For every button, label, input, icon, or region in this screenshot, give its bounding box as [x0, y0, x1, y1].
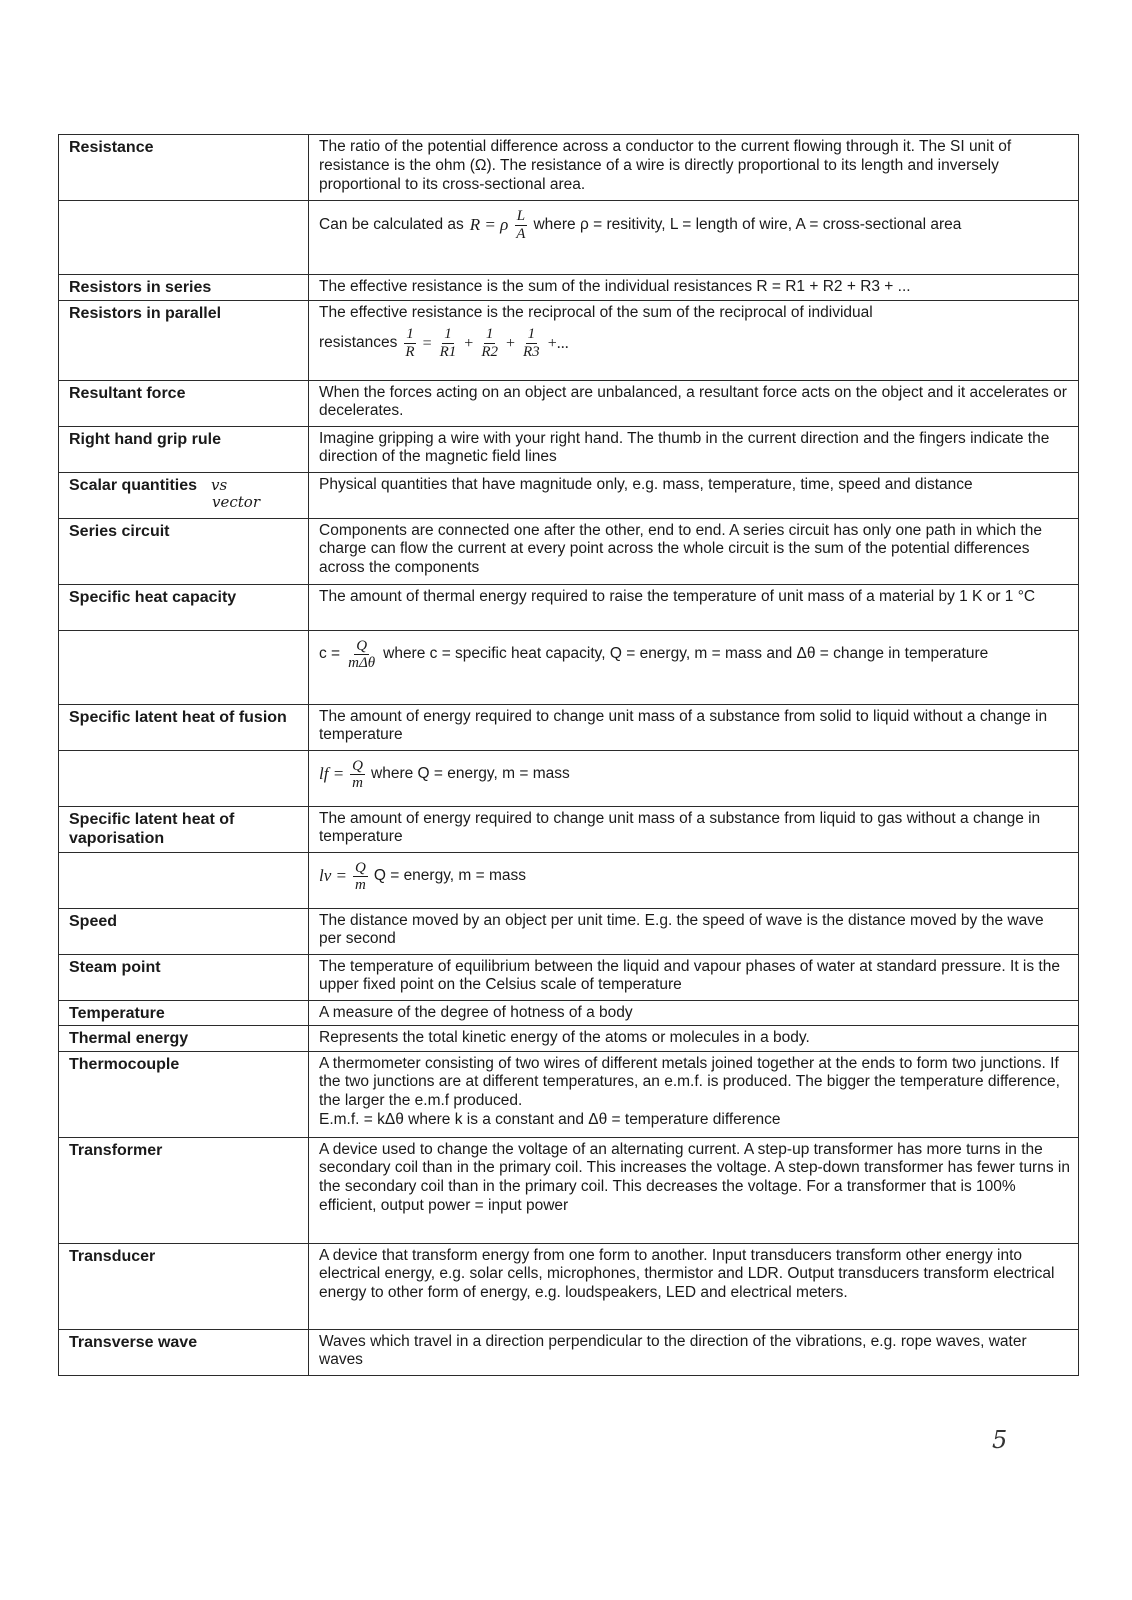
definition-speed: The distance moved by an object per unit time. E.g. the speed of wave is the distance moved by the wave per second	[309, 908, 1079, 954]
glossary-row	[59, 518, 1079, 584]
term-resistance: Resistance	[59, 135, 309, 201]
fraction	[353, 860, 368, 894]
fraction-numerator: L	[516, 208, 526, 224]
definition-series-circuit: Components are connected one after the other, end to end. A series circuit has only one path in which the charge can flow the current at every point across the whole circuit is the sum of the potential differences across the components	[309, 518, 1079, 584]
glossary-row	[59, 1137, 1079, 1243]
definition-resultant-force: When the forces acting on an object are unbalanced, a resultant force acts on the object and it accelerates or decelerates.	[309, 380, 1079, 426]
formula-latent-heat-fusion	[309, 750, 1079, 806]
definition-latent-heat-fusion: The amount of energy required to change unit mass of a substance from solid to liquid without a change in temperature	[309, 704, 1079, 750]
term-right-hand-grip-rule: Right hand grip rule	[59, 426, 309, 472]
glossary-row	[59, 750, 1079, 806]
formula-specific-heat-capacity	[309, 630, 1079, 704]
fraction-numerator: 1	[444, 326, 452, 343]
equation-lhs: lf =	[319, 764, 345, 784]
definition-scalar-quantities: Physical quantities that have magnitude only, e.g. mass, temperature, time, speed and distance	[309, 472, 1079, 518]
glossary-row	[59, 201, 1079, 275]
term-scalar-quantities	[59, 472, 309, 518]
fraction-denominator: R1	[439, 343, 457, 360]
term-latent-heat-fusion: Specific latent heat of fusion	[59, 704, 309, 750]
definition-resistors-series: The effective resistance is the sum of the individual resistances R = R1 + R2 + R3 + ...	[309, 275, 1079, 301]
definition-specific-heat-capacity: The amount of thermal energy required to raise the temperature of unit mass of a material by 1 K or 1 °C	[309, 584, 1079, 630]
equation	[319, 856, 1070, 898]
glossary-row	[59, 584, 1079, 630]
glossary-row	[59, 954, 1079, 1000]
definition-right-hand-grip-rule: Imagine gripping a wire with your right hand. The thumb in the current direction and the fingers indicate the direction of the magnetic field lines	[309, 426, 1079, 472]
glossary-row	[59, 275, 1079, 301]
equation-suffix: Q = energy, m = mass	[373, 867, 527, 885]
equation-operator: +...	[547, 334, 569, 352]
equation-prefix: resistances	[319, 333, 398, 351]
fraction-denominator: mΔθ	[348, 655, 376, 672]
equation-operator: +	[464, 334, 474, 352]
term-transducer: Transducer	[59, 1243, 309, 1329]
fraction-numerator: Q	[355, 859, 366, 876]
term-transformer: Transformer	[59, 1137, 309, 1243]
fraction-denominator: R2	[481, 343, 498, 360]
term-latent-heat-vaporisation: Specific latent heat of vaporisation	[59, 806, 309, 852]
glossary-row	[59, 704, 1079, 750]
glossary-row	[59, 1026, 1079, 1052]
term-resultant-force: Resultant force	[59, 380, 309, 426]
glossary-row	[59, 380, 1079, 426]
fraction-numerator: Q	[356, 637, 368, 654]
term-temperature: Temperature	[59, 1000, 309, 1026]
definition-resistance: The ratio of the potential difference across a conductor to the current flowing through it. The SI unit of resistance is the ohm (Ω). The resistance of a wire is directly proportional to its length and inversely proportional to its cross-sectional area.	[309, 135, 1079, 201]
glossary-row	[59, 1000, 1079, 1026]
fraction-numerator: 1	[527, 326, 536, 343]
fraction	[514, 208, 527, 242]
term-thermal-energy: Thermal energy	[59, 1026, 309, 1052]
fraction	[438, 326, 459, 360]
term-transverse-wave: Transverse wave	[59, 1329, 309, 1375]
term-series-circuit: Series circuit	[59, 518, 309, 584]
equation	[319, 634, 1070, 676]
glossary-row	[59, 1243, 1079, 1329]
definition-thermal-energy: Represents the total kinetic energy of the atoms or molecules in a body.	[309, 1026, 1079, 1052]
fraction-denominator: R3	[523, 343, 540, 360]
definition-text: The effective resistance is the reciprocal of the sum of the reciprocal of individual	[319, 303, 873, 321]
fraction-denominator: m	[352, 775, 364, 792]
definition-transducer: A device that transform energy from one form to another. Input transducers transform other energy into electrical energy, e.g. solar cells, microphones, thermistor and LDR. Output transducers transform electrical energy to other form of energy, e.g. loudspeakers, LED and electrical meters.	[309, 1243, 1079, 1329]
glossary-row	[59, 135, 1079, 201]
definition-transformer: A device used to change the voltage of an alternating current. A step-up transformer has more turns in the secondary coil than in the primary coil. This increases the voltage. A step-down transformer has fewer turns in the secondary coil than in the primary coil. This decreases the voltage. For a transformer that is 100% efficient, output power = input power	[309, 1137, 1079, 1243]
fraction-numerator: Q	[352, 757, 364, 774]
definition-steam-point: The temperature of equilibrium between the liquid and vapour phases of water at standard pressure. It is the upper fixed point on the Celsius scale of temperature	[309, 954, 1079, 1000]
term-empty	[59, 852, 309, 908]
fraction	[403, 326, 416, 360]
term-resistors-parallel: Resistors in parallel	[59, 300, 309, 380]
formula-latent-heat-vaporisation	[309, 852, 1079, 908]
term-text: Scalar quantities	[69, 476, 198, 494]
term-specific-heat-capacity: Specific heat capacity	[59, 584, 309, 630]
glossary-row	[59, 630, 1079, 704]
definition-text: A thermometer consisting of two wires of different metals joined together at the ends to form two junctions. If the two junctions are at different temperatures, an e.m.f. is produced. The bigger the temperature difference, the larger the e.m.f produced.	[319, 1054, 1060, 1110]
definition-thermocouple	[309, 1051, 1079, 1137]
glossary-row	[59, 908, 1079, 954]
term-speed: Speed	[59, 908, 309, 954]
equation	[319, 204, 1070, 246]
definition-resistors-parallel	[309, 300, 1079, 380]
glossary-row	[59, 472, 1079, 518]
fraction-denominator: R	[405, 343, 415, 360]
term-thermocouple: Thermocouple	[59, 1051, 309, 1137]
equation	[319, 322, 1070, 364]
equation	[319, 754, 1070, 796]
equation-suffix: where Q = energy, m = mass	[371, 765, 570, 783]
fraction	[521, 326, 542, 360]
term-empty	[59, 750, 309, 806]
term-steam-point: Steam point	[59, 954, 309, 1000]
glossary-row	[59, 1329, 1079, 1375]
equation-lhs: c =	[319, 645, 341, 663]
equation-prefix: Can be calculated as	[319, 215, 464, 233]
glossary-row	[59, 426, 1079, 472]
definition-transverse-wave: Waves which travel in a direction perpendicular to the direction of the vibrations, e.g. rope waves, water waves	[309, 1329, 1079, 1375]
handwritten-note: vector	[212, 493, 260, 512]
fraction-denominator: A	[516, 225, 526, 242]
page-number: 5	[992, 1426, 1008, 1454]
formula-resistance	[309, 201, 1079, 275]
equation-suffix: where ρ = resitivity, L = length of wire, A = cross-sectional area	[533, 215, 962, 233]
equation-operator: +	[505, 334, 516, 352]
fraction-denominator: m	[355, 877, 366, 894]
definition-latent-heat-vaporisation: The amount of energy required to change unit mass of a substance from liquid to gas without a change in temperature	[309, 806, 1079, 852]
equation-lhs: R = ρ	[469, 214, 509, 234]
glossary-row	[59, 806, 1079, 852]
term-empty	[59, 630, 309, 704]
glossary-row	[59, 1051, 1079, 1137]
glossary-row	[59, 852, 1079, 908]
fraction-numerator: 1	[406, 326, 414, 343]
definition-formula-text: E.m.f. = kΔθ where k is a constant and Δθ = temperature difference	[319, 1111, 781, 1129]
definition-temperature: A measure of the degree of hotness of a body	[309, 1000, 1079, 1026]
equation-operator: =	[422, 334, 432, 352]
equation-lhs: lv =	[319, 866, 347, 886]
handwritten-note: vs	[211, 475, 228, 494]
fraction	[350, 758, 365, 792]
term-resistors-series: Resistors in series	[59, 275, 309, 301]
glossary-row	[59, 300, 1079, 380]
term-empty	[59, 201, 309, 275]
glossary-table	[58, 134, 1079, 1376]
fraction	[479, 326, 500, 360]
fraction-numerator: 1	[485, 326, 494, 343]
equation-suffix: where c = specific heat capacity, Q = energy, m = mass and Δθ = change in temperature	[383, 645, 989, 663]
fraction	[346, 638, 377, 672]
